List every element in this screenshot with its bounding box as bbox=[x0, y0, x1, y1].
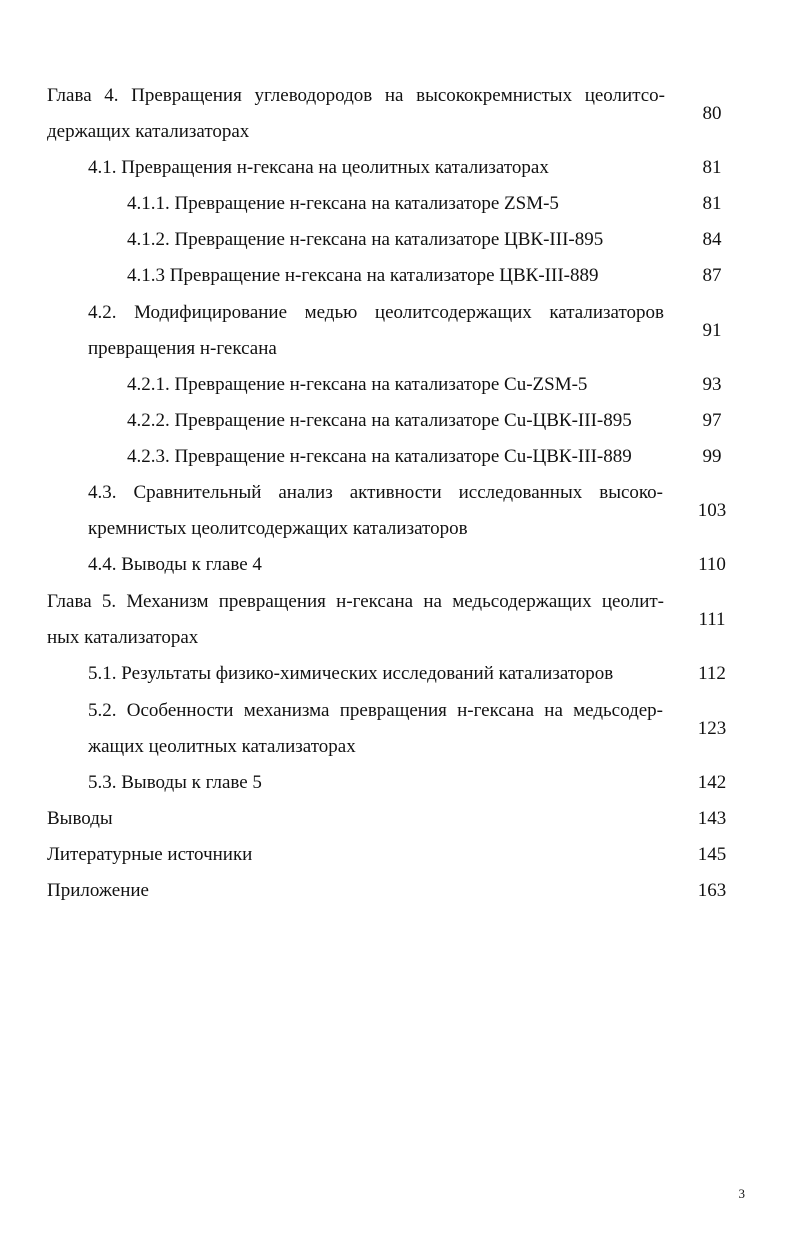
toc-entry-line: 4.1.3 Превращение н-гексана на катализаторе ЦВК-III-889 bbox=[127, 265, 599, 286]
toc-page-number: 110 bbox=[698, 554, 726, 575]
toc-page-number: 145 bbox=[697, 844, 727, 865]
toc-entry-4-4 bbox=[88, 547, 262, 583]
toc-entry-line: 5.2. Особенности механизма превращения н-гексана на медьсодер- bbox=[88, 700, 663, 721]
toc-page-number: 84 bbox=[702, 229, 722, 250]
toc-page-number: 81 bbox=[702, 193, 722, 214]
toc-entry-line: превращения н-гексана bbox=[88, 338, 277, 359]
toc-entry-line: 4.1.2. Превращение н-гексана на катализаторе ЦВК-III-895 bbox=[127, 229, 604, 250]
toc-entry-line: Глава 5. Механизм превращения н-гексана на медьсодержащих цеолит- bbox=[47, 591, 664, 612]
toc-entry-4-3 bbox=[88, 475, 663, 547]
toc-entry-4-1-2 bbox=[127, 222, 603, 258]
toc-page-number: 99 bbox=[702, 446, 722, 467]
toc-page-number: 93 bbox=[702, 374, 722, 395]
toc-entry-line: 5.1. Результаты физико-химических исследований катализаторов bbox=[88, 663, 614, 684]
toc-entry-line: 4.2.2. Превращение н-гексана на катализаторе Cu-ЦВК-III-895 bbox=[127, 410, 632, 431]
toc-entry-4-2 bbox=[88, 295, 664, 367]
page-number: 3 bbox=[738, 1186, 745, 1201]
toc-entry-line: Выводы bbox=[47, 808, 113, 829]
toc-entry-4-1-1 bbox=[127, 186, 559, 222]
toc-entry-line: 4.2.1. Превращение н-гексана на катализаторе Cu-ZSM-5 bbox=[127, 374, 588, 395]
toc-page-number: 143 bbox=[697, 808, 727, 829]
toc-entry-4-2-3 bbox=[127, 439, 632, 475]
toc-entry-5-1 bbox=[88, 656, 613, 692]
toc-entry-chapter-4 bbox=[47, 78, 665, 150]
toc-page-number: 97 bbox=[702, 410, 722, 431]
toc-entry-appendix bbox=[47, 873, 149, 909]
toc-entry-line: кремнистых цеолитсодержащих катализаторов bbox=[88, 518, 468, 539]
toc-entry-line: 4.2. Модифицирование медью цеолитсодержащих катализаторов bbox=[88, 302, 664, 323]
toc-entry-line: 4.2.3. Превращение н-гексана на катализаторе Cu-ЦВК-III-889 bbox=[127, 446, 632, 467]
toc-entry-5-3 bbox=[88, 765, 262, 801]
toc-entry-conclusions bbox=[47, 801, 113, 837]
toc-entry-line: 4.3. Сравнительный анализ активности исследованных высоко- bbox=[88, 482, 663, 503]
toc-page-number: 80 bbox=[702, 103, 722, 124]
toc-entry-line: 5.3. Выводы к главе 5 bbox=[88, 772, 262, 793]
toc-entry-4-2-2 bbox=[127, 403, 632, 439]
toc-entry-line: 4.1. Превращения н-гексана на цеолитных катализаторах bbox=[88, 157, 549, 178]
toc-page-number: 142 bbox=[697, 772, 727, 793]
toc-entry-line: Литературные источники bbox=[47, 844, 253, 865]
toc-page-number: 87 bbox=[702, 265, 722, 286]
toc-entry-5-2 bbox=[88, 693, 663, 765]
toc-entry-line: ных катализаторах bbox=[47, 627, 199, 648]
toc-page-number: 111 bbox=[698, 609, 726, 630]
toc-page-number: 81 bbox=[702, 157, 722, 178]
toc-page-number: 112 bbox=[698, 663, 726, 684]
toc-entry-4-2-1 bbox=[127, 367, 587, 403]
toc-page-number: 103 bbox=[697, 500, 727, 521]
toc-page-number: 123 bbox=[697, 718, 727, 739]
toc-entry-line: 4.4. Выводы к главе 4 bbox=[88, 554, 262, 575]
toc-entry-references bbox=[47, 837, 252, 873]
toc-page-number: 163 bbox=[697, 880, 727, 901]
toc-entry-4-1-3 bbox=[127, 258, 598, 294]
toc-page-number: 91 bbox=[702, 320, 722, 341]
toc-entry-4-1 bbox=[88, 150, 549, 186]
toc-entry-line: Приложение bbox=[47, 880, 149, 901]
toc-entry-line: жащих цеолитных катализаторах bbox=[88, 736, 356, 757]
toc-entry-line: Глава 4. Превращения углеводородов на высококремнистых цеолитсо- bbox=[47, 85, 665, 106]
toc-entry-chapter-5 bbox=[47, 584, 664, 656]
toc-entry-line: держащих катализаторах bbox=[47, 121, 250, 142]
toc-entry-line: 4.1.1. Превращение н-гексана на катализаторе ZSM-5 bbox=[127, 193, 559, 214]
